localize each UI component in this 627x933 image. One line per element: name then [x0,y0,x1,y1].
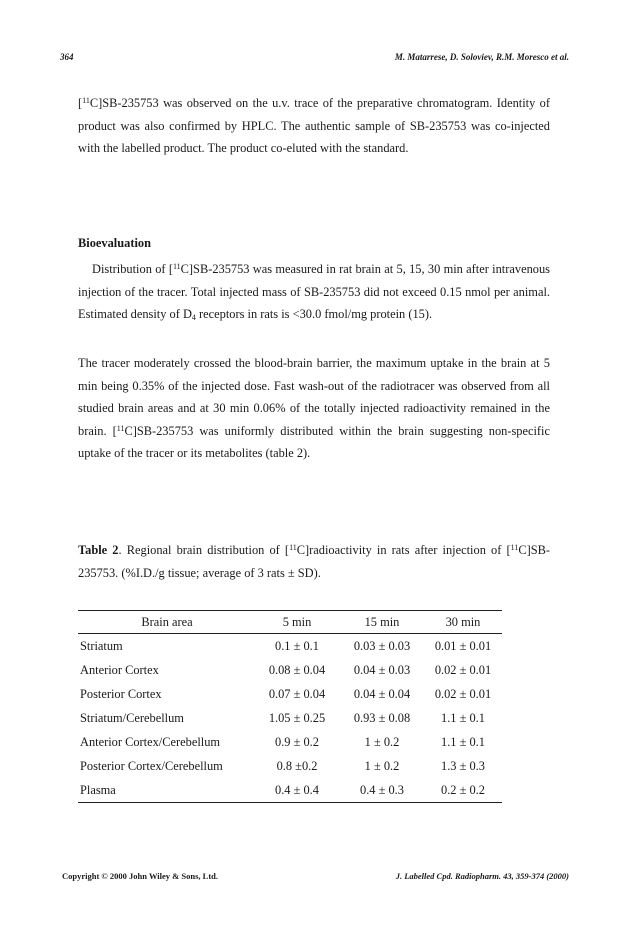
table-row [78,682,502,706]
table-cell: 0.4 ± 0.3 [360,782,404,797]
paragraph-uptake: The tracer moderately crossed the blood-brain barrier, the maximum uptake in the brain at 5 min being 0.35% of the injected dose. Fast wash-out of the radiotracer was observed from all studied brain areas and at 30 min 0.06% of the totally injected radioactivity remained in the brain. [$^{11}$C]SB-235753 was uniformly distributed within the brain suggesting non-specific uptake of the tracer or its metabolites (table 2). [78,356,550,460]
table-cell: 1.3 ± 0.3 [441,758,485,773]
table-cell: Anterior Cortex/Cerebellum [80,734,221,749]
table-cell: 1.05 ± 0.25 [268,710,326,725]
table-cell: 0.8 ±0.2 [276,758,318,773]
table-cell: Plasma [80,782,116,797]
column-header-5-min: 5 min [254,611,340,634]
table-row [78,754,502,778]
table-cell: 0.04 ± 0.04 [353,686,411,701]
table-cell: Posterior Cortex/Cerebellum [80,758,223,773]
table-cell: 0.08 ± 0.04 [268,662,326,677]
table-row [78,730,502,754]
table-cell: 0.2 ± 0.2 [441,782,485,797]
table-row [78,658,502,682]
table-cell: 1.1 ± 0.1 [441,734,485,749]
table-cell: Striatum [80,638,123,653]
table-cell: Anterior Cortex [80,662,159,677]
table-caption: Table 2. Regional brain distribution of [$^{11}$C]radioactivity in rats after injection of [$^{11}$C]SB-235753. (%I.D./g tissue; average of 3 rats ± SD). [78,543,551,580]
table-cell: 0.02 ± 0.01 [434,686,492,701]
paragraph-product-identity: [$^{11}$C]SB-235753 was observed on the u.v. trace of the preparative chromatogram. Identity of product was also confirmed by HPLC. The authentic sample of SB-235753 was co-injected with the labelled product. The product co-eluted with the standard. [78,96,550,155]
brain-distribution-table [78,610,502,803]
page-number: 364 [60,52,74,62]
table-cell: 0.04 ± 0.03 [353,662,411,677]
table-cell: 0.02 ± 0.01 [434,662,492,677]
table-row [78,706,502,730]
table-header-row [78,611,502,634]
table-cell: 1.1 ± 0.1 [441,710,485,725]
table-cell: Posterior Cortex [80,686,162,701]
table-cell: Striatum/Cerebellum [80,710,184,725]
table-cell: 0.07 ± 0.04 [268,686,326,701]
table-cell: 0.1 ± 0.1 [275,638,319,653]
table-cell: 0.9 ± 0.2 [275,734,319,749]
column-header-15-min: 15 min [340,611,424,634]
table-cell: 0.03 ± 0.03 [353,638,411,653]
running-head: M. Matarrese, D. Soloviev, R.M. Moresco et al. [394,52,569,62]
table-cell: 1 ± 0.2 [364,758,400,773]
table-cell: 0.4 ± 0.4 [275,782,319,797]
copyright-notice: Copyright © 2000 John Wiley & Sons, Ltd. [62,871,218,881]
table-cell: 1 ± 0.2 [364,734,400,749]
table-cell: 0.93 ± 0.08 [353,710,411,725]
column-header-30-min: 30 min [424,611,502,634]
paragraph-distribution: Distribution of [$^{11}$C]SB-235753 was measured in rat brain at 5, 15, 30 min after intravenous injection of the tracer. Total injected mass of SB-235753 did not exceed 0.15 nmol per animal. Estimated density of $D_4$ receptors in rats is <30.0 fmol/mg protein (15). [78,262,550,322]
table-row [78,634,502,659]
journal-citation: J. Labelled Cpd. Radiopharm. 43, 359-374 (2000) [395,871,569,881]
column-header-brain-area: Brain area [78,611,254,634]
table-row [78,778,502,803]
section-heading: Bioevaluation [78,236,151,250]
table-cell: 0.01 ± 0.01 [434,638,492,653]
